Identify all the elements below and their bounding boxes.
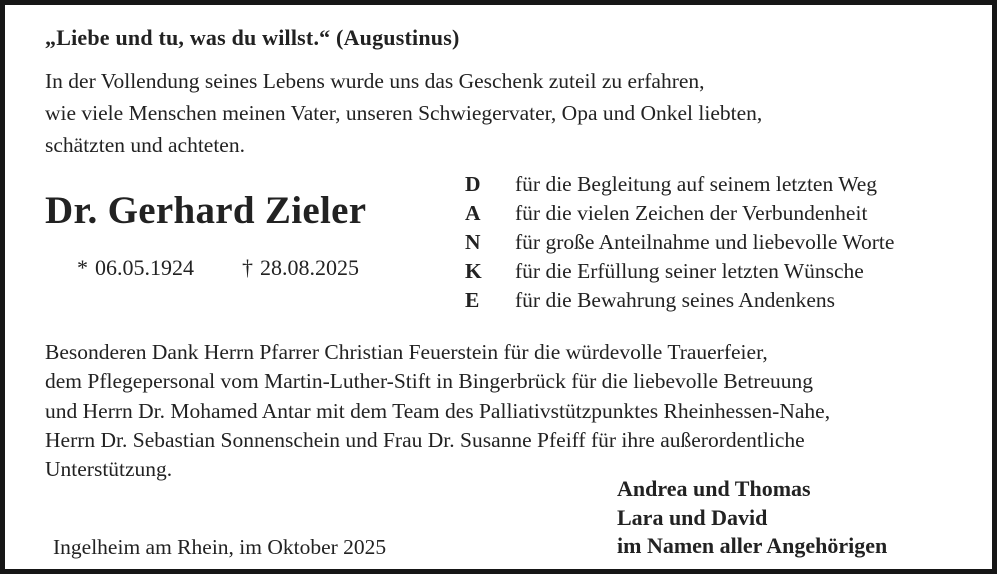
danke-text: für die Begleitung auf seinem letzten Weg [515,172,878,196]
signature-line: Andrea und Thomas [617,476,811,501]
thanks-line: und Herrn Dr. Mohamed Antar mit dem Team des Palliativstützpunktes Rheinhessen-Nahe, [45,398,831,423]
death-date-group [242,255,359,280]
thanks-line: Herrn Dr. Sebastian Sonnenschein und Frau Dr. Susanne Pfeiff für ihre außerordentliche [45,427,805,452]
birth-date-group [77,255,194,280]
mourners-signature [617,475,887,561]
thanks-paragraph [45,338,830,484]
danke-row [465,257,894,286]
danke-acrostic [465,170,894,315]
thanks-line: dem Pflegepersonal vom Martin-Luther-Stift in Bingerbrück für die liebevolle Betreuung [45,369,813,394]
danke-row [465,286,894,315]
danke-text: für große Anteilnahme und liebevolle Worte [515,230,895,254]
deceased-name: Dr. Gerhard Zieler [45,189,367,232]
danke-letter: A [465,201,481,225]
danke-text: für die Bewahrung seines Andenkens [515,288,836,312]
thanks-line: Besonderen Dank Herrn Pfarrer Christian Feuerstein für die würdevolle Trauerfeier, [45,340,768,364]
intro-paragraph [45,65,762,161]
danke-row [465,199,894,228]
place-and-date: Ingelheim am Rhein, im Oktober 2025 [53,535,387,559]
intro-line: In der Vollendung seines Lebens wurde uns das Geschenk zuteil zu erfahren, [45,69,705,93]
signature-line: Lara und David [617,504,768,530]
life-dates [77,255,359,281]
danke-row [465,228,894,257]
intro-line: wie viele Menschen meinen Vater, unseren Schwiegervater, Opa und Onkel liebten, [45,101,763,125]
danke-row [465,170,894,199]
danke-letter: N [465,230,481,254]
danke-letter: K [465,259,482,283]
death-date: 28.08.2025 [260,255,359,280]
danke-letter: D [465,172,481,196]
birth-date: 06.05.1924 [95,255,194,280]
thanks-line: Unterstützung. [45,457,173,482]
intro-line: schätzten und achteten. [45,133,245,157]
birth-star-symbol: * [77,255,88,280]
death-cross-symbol: † [242,255,253,280]
danke-text: für die vielen Zeichen der Verbundenheit [515,201,868,225]
opening-quote: „Liebe und tu, was du willst.“ (Augustinus) [45,25,460,50]
signature-line: im Namen aller Angehörigen [617,533,888,558]
danke-text: für die Erfüllung seiner letzten Wünsche [515,259,864,283]
danke-letter: E [465,288,480,312]
